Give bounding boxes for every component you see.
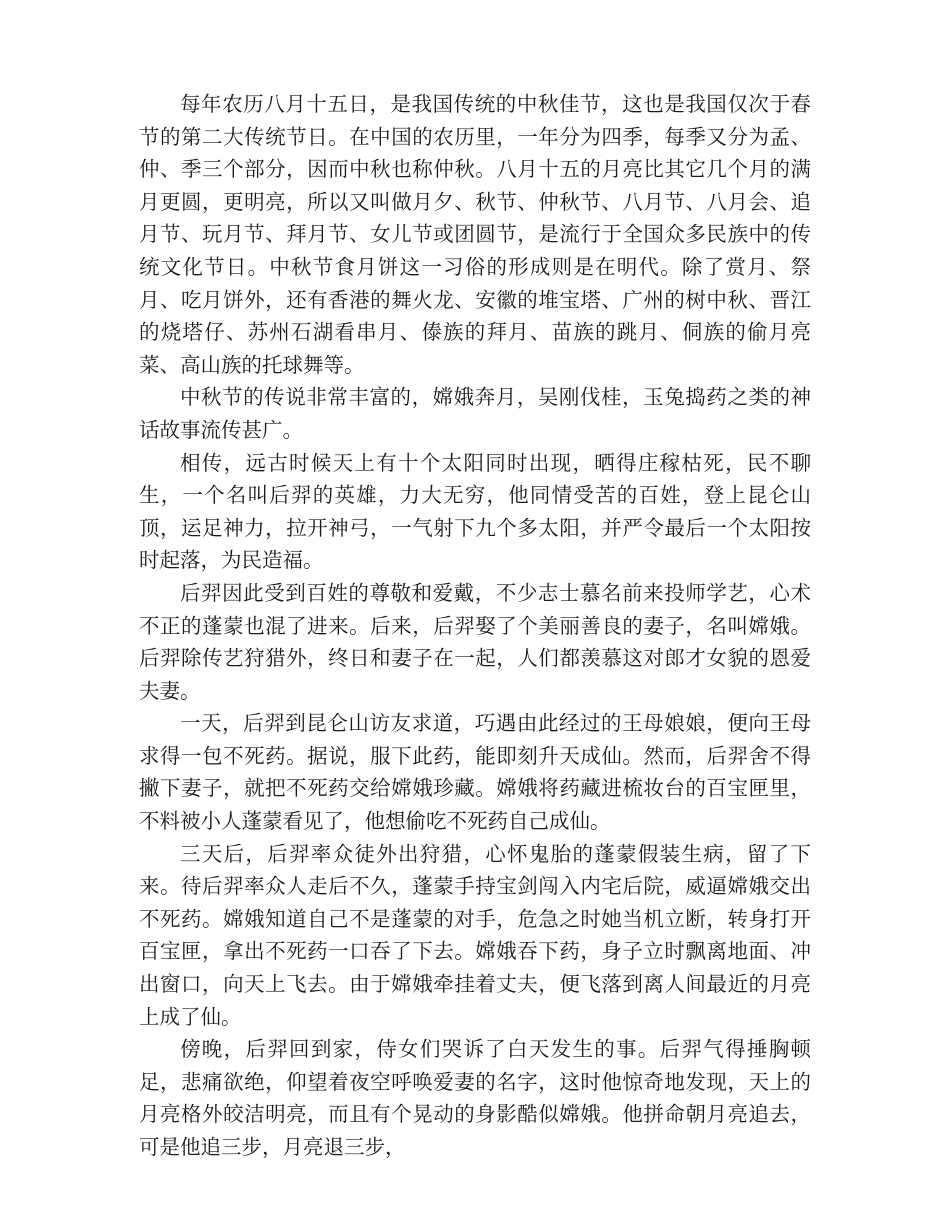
paragraph-legends: 中秋节的传说非常丰富的，嫦娥奔月，吴刚伐桂，玉兔捣药之类的神话故事流传甚广。 (139, 385, 811, 442)
paragraph-evening: 傍晚，后羿回到家，侍女们哭诉了白天发生的事。后羿气得捶胸顿足，悲痛欲绝，仰望着夜空呼唤爱妻的名字，这时他惊奇地发现，天上的月亮格外皎洁明亮，而且有个晃动的身影酷似嫦娥。他拼命朝月亮追去，可是他追三步，月亮退三步， (139, 1037, 811, 1159)
paragraph-pengmeng: 三天后，后羿率众徒外出狩猎，心怀鬼胎的蓬蒙假装生病，留了下来。待后羿率众人走后不久，蓬蒙手持宝剑闯入内宅后院，威逼嫦娥交出不死药。嫦娥知道自己不是蓬蒙的对手，危急之时她当机立断，转身打开百宝匣，拿出不死药一口吞了下去。嫦娥吞下药，身子立时飘离地面、冲出窗口，向天上飞去。由于嫦娥牵挂着丈夫，便飞落到离人间最近的月亮上成了仙。 (139, 841, 811, 1029)
document-body (139, 88, 811, 1164)
paragraph-mid-autumn-intro: 每年农历八月十五日，是我国传统的中秋佳节，这也是我国仅次于春节的第二大传统节日。在中国的农历里，一年分为四季，每季又分为孟、仲、季三个部分，因而中秋也称仲秋。八月十五的月亮比其它几个月的满月更圆，更明亮，所以又叫做月夕、秋节、仲秋节、八月节、八月会、追月节、玩月节、拜月节、女儿节或团圆节，是流行于全国众多民族中的传统文化节日。中秋节食月饼这一习俗的形成则是在明代。除了赏月、祭月、吃月饼外，还有香港的舞火龙、安徽的堆宝塔、广州的树中秋、晋江的烧塔仔、苏州石湖看串月、傣族的拜月、苗族的跳月、侗族的偷月亮菜、高山族的托球舞等。 (139, 92, 811, 377)
paragraph-houyi-change: 后羿因此受到百姓的尊敬和爱戴，不少志士慕名前来投师学艺，心术不正的蓬蒙也混了进来。后来，后羿娶了个美丽善良的妻子，名叫嫦娥。后羿除传艺狩猎外，终日和妻子在一起，人们都羡慕这对郎才女貌的恩爱夫妻。 (139, 580, 811, 703)
paragraph-houyi-suns: 相传，远古时候天上有十个太阳同时出现，晒得庄稼枯死，民不聊生，一个名叫后羿的英雄，力大无穷，他同情受苦的百姓，登上昆仑山顶，运足神力，拉开神弓，一气射下九个多太阳，并严令最后一个太阳按时起落，为民造福。 (139, 450, 811, 573)
paragraph-elixir: 一天，后羿到昆仑山访友求道，巧遇由此经过的王母娘娘，便向王母求得一包不死药。据说，服下此药，能即刻升天成仙。然而，后羿舍不得撇下妻子，就把不死药交给嫦娥珍藏。嫦娥将药藏进梳妆台的百宝匣里，不料被小人蓬蒙看见了，他想偷吃不死药自己成仙。 (139, 711, 811, 834)
